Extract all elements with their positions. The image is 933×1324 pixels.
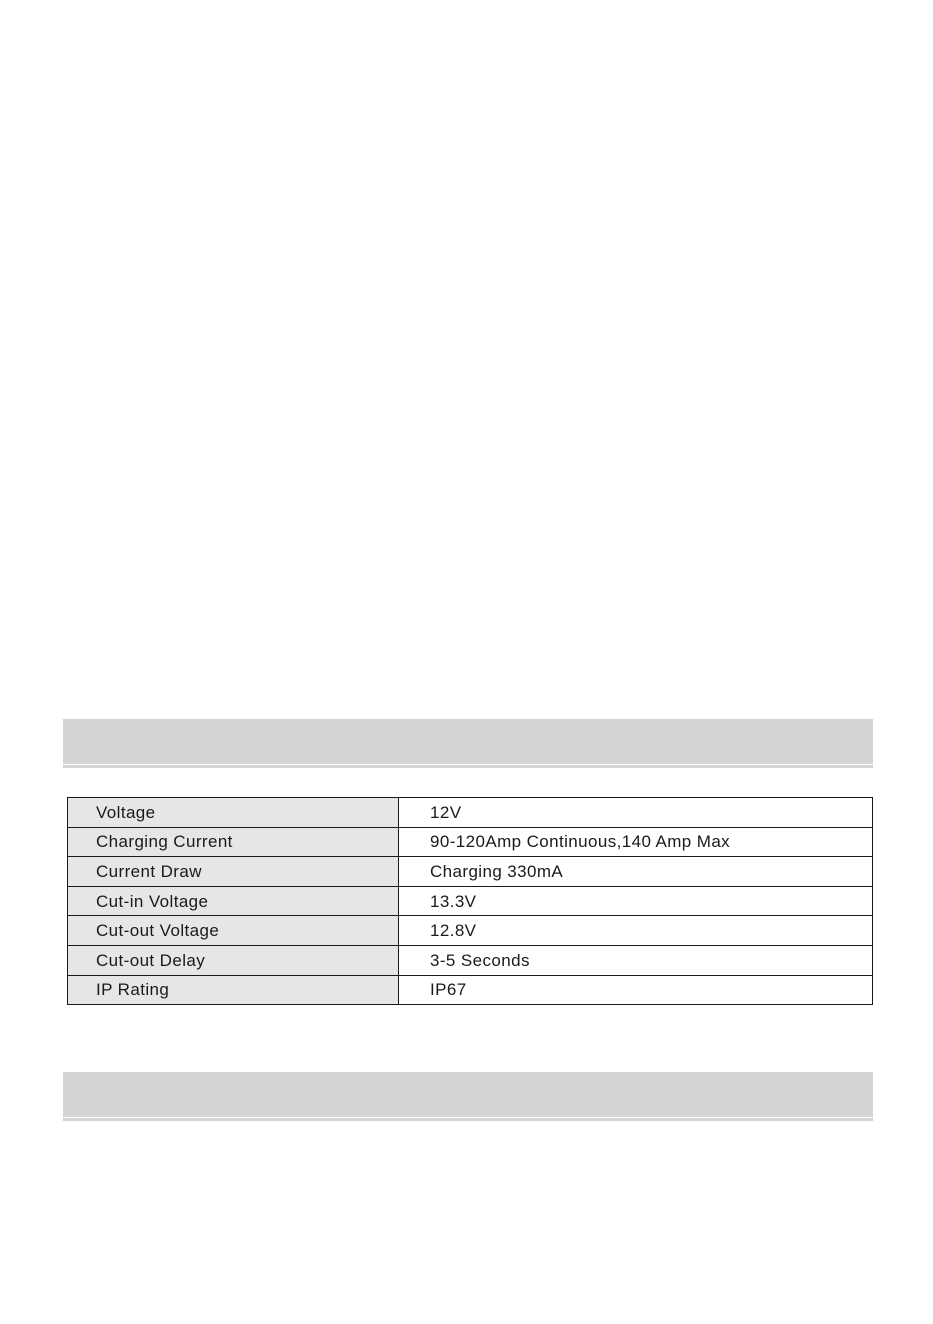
spec-label: IP Rating: [68, 975, 399, 1005]
table-row: [68, 857, 873, 887]
section-header-bar: [63, 719, 873, 764]
spec-value: 3-5 Seconds: [399, 945, 873, 975]
specifications-table: [67, 797, 873, 1005]
section-header-bar: [63, 1072, 873, 1117]
spec-value: 12.8V: [399, 916, 873, 946]
spec-value: IP67: [399, 975, 873, 1005]
table-row: [68, 975, 873, 1005]
spec-label: Charging Current: [68, 827, 399, 857]
spec-label: Cut-in Voltage: [68, 886, 399, 916]
section-divider: [63, 765, 873, 768]
spec-value: 13.3V: [399, 886, 873, 916]
table-row: [68, 886, 873, 916]
spec-label: Cut-out Delay: [68, 945, 399, 975]
spec-label: Current Draw: [68, 857, 399, 887]
table-row: [68, 945, 873, 975]
section-divider: [63, 1118, 873, 1121]
spec-value: 12V: [399, 798, 873, 828]
spec-value: 90-120Amp Continuous,140 Amp Max: [399, 827, 873, 857]
table-row: [68, 827, 873, 857]
table-row: [68, 798, 873, 828]
spec-value: Charging 330mA: [399, 857, 873, 887]
table-row: [68, 916, 873, 946]
spec-label: Voltage: [68, 798, 399, 828]
spec-label: Cut-out Voltage: [68, 916, 399, 946]
